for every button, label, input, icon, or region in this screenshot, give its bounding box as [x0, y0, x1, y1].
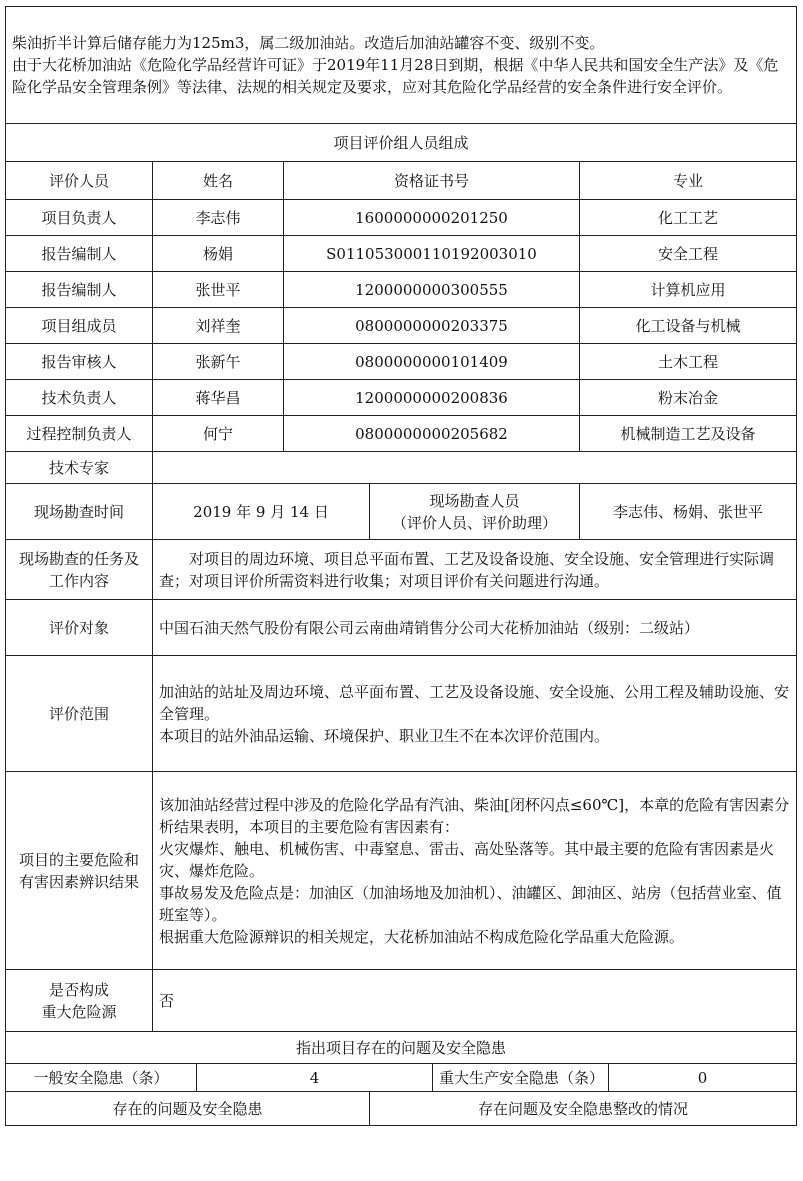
member-cert: 0800000000205682 [284, 416, 580, 452]
member-cert: S011053000110192003010 [284, 236, 580, 272]
member-role: 报告编制人 [6, 236, 153, 272]
team-row [6, 344, 797, 380]
major-hazard-label [6, 970, 153, 1032]
task-value: 对项目的周边环境、项目总平面布置、工艺及设备设施、安全设施、安全管理进行实际调查；对项目评价所需资料进行收集；对项目评价有关问题进行沟通。 [153, 540, 797, 600]
issues-column-header: 存在的问题及安全隐患 [6, 1092, 370, 1126]
header-role: 评价人员 [6, 162, 153, 200]
issues-columns-row [6, 1092, 797, 1126]
team-header-row [6, 162, 797, 200]
scope-label: 评价范围 [6, 656, 153, 772]
member-cert: 1200000000200836 [284, 380, 580, 416]
team-row [6, 308, 797, 344]
member-name: 何宁 [153, 416, 284, 452]
member-role: 报告编制人 [6, 272, 153, 308]
survey-staff-label-line-2: （评价人员、评价助理） [391, 513, 557, 532]
issues-count-row [6, 1064, 797, 1092]
hazards-line-4: 根据重大危险源辩识的相关规定，大花桥加油站不构成危险化学品重大危险源。 [159, 927, 685, 946]
major-production-hazard-label: 重大生产安全隐患（条） [433, 1064, 609, 1092]
hazards-value [153, 772, 797, 970]
scope-line-1: 加油站的站址及周边环境、总平面布置、工艺及设备设施、安全设施、公用工程及辅助设施、安全管理。 [159, 682, 790, 723]
hazards-label: 项目的主要危险和有害因素辨识结果 [6, 772, 153, 970]
hazards-line-2: 火灾爆炸、触电、机械伤害、中毒窒息、雷击、高处坠落等。其中最主要的危险有害因素是火灾、爆炸危险。 [159, 839, 775, 880]
member-major: 安全工程 [580, 236, 797, 272]
member-role: 项目组成员 [6, 308, 153, 344]
member-major: 粉末冶金 [580, 380, 797, 416]
intro-row [6, 7, 797, 124]
team-row [6, 200, 797, 236]
major-hazard-label-line-1: 是否构成 [48, 980, 109, 999]
intro-line-1: 柴油折半计算后储存能力为125m3，属二级加油站。改造后加油站罐容不变、级别不变。 [12, 34, 605, 52]
member-major: 土木工程 [580, 344, 797, 380]
team-title-row [6, 124, 797, 162]
hazards-line-3: 事故易发及危险点是：加油区（加油场地及加油机）、油罐区、卸油区、站房（包括营业室、值班室等）。 [159, 883, 782, 924]
header-major: 专业 [580, 162, 797, 200]
survey-staff-label [370, 484, 580, 540]
team-row [6, 272, 797, 308]
survey-staff-value: 李志伟、杨娟、张世平 [580, 484, 797, 540]
member-cert: 1600000000201250 [284, 200, 580, 236]
object-row [6, 600, 797, 656]
member-name: 李志伟 [153, 200, 284, 236]
rectification-column-header: 存在问题及安全隐患整改的情况 [370, 1092, 797, 1126]
major-production-hazard-count: 0 [609, 1064, 797, 1092]
member-role: 过程控制负责人 [6, 416, 153, 452]
member-role: 报告审核人 [6, 344, 153, 380]
object-value: 中国石油天然气股份有限公司云南曲靖销售分公司大花桥加油站（级别：二级站） [153, 600, 797, 656]
member-major: 化工工艺 [580, 200, 797, 236]
team-title: 项目评价组人员组成 [6, 124, 797, 162]
member-cert: 0800000000203375 [284, 308, 580, 344]
intro-line-2: 由于大花桥加油站《危险化学品经营许可证》于2019年11月28日到期，根据《中华人民共和国安全生产法》及《危险化学品安全管理条例》等法律、法规的相关规定及要求，应对其危险化学品经营的安全条件进行安全评价。 [12, 56, 779, 96]
header-cert: 资格证书号 [284, 162, 580, 200]
scope-value [153, 656, 797, 772]
member-major: 计算机应用 [580, 272, 797, 308]
major-hazard-label-line-2: 重大危险源 [41, 1002, 117, 1021]
member-role: 项目负责人 [6, 200, 153, 236]
member-name: 刘祥奎 [153, 308, 284, 344]
member-role: 技术负责人 [6, 380, 153, 416]
scope-line-2: 本项目的站外油品运输、环境保护、职业卫生不在本次评价范围内。 [159, 726, 610, 745]
member-name: 蒋华昌 [153, 380, 284, 416]
team-row [6, 380, 797, 416]
intro-cell [6, 7, 797, 124]
survey-row [6, 484, 797, 540]
major-hazard-value: 否 [153, 970, 797, 1032]
member-name: 杨娟 [153, 236, 284, 272]
task-label: 现场勘查的任务及工作内容 [6, 540, 153, 600]
expert-value [153, 452, 797, 484]
general-hazard-count: 4 [197, 1064, 433, 1092]
member-name: 张新午 [153, 344, 284, 380]
survey-time-value: 2019 年 9 月 14 日 [153, 484, 370, 540]
object-label: 评价对象 [6, 600, 153, 656]
survey-time-label: 现场勘查时间 [6, 484, 153, 540]
member-name: 张世平 [153, 272, 284, 308]
survey-staff-label-line-1: 现场勘查人员 [429, 491, 520, 510]
task-row [6, 540, 797, 600]
member-major: 机械制造工艺及设备 [580, 416, 797, 452]
team-row [6, 236, 797, 272]
issues-title: 指出项目存在的问题及安全隐患 [6, 1032, 797, 1064]
header-name: 姓名 [153, 162, 284, 200]
team-row [6, 416, 797, 452]
evaluation-table [5, 6, 797, 1126]
major-hazard-row [6, 970, 797, 1032]
member-cert: 1200000000300555 [284, 272, 580, 308]
expert-label: 技术专家 [6, 452, 153, 484]
hazards-line-1: 该加油站经营过程中涉及的危险化学品有汽油、柴油[闭杯闪点≤60℃]，本章的危险有害因素分析结果表明，本项目的主要危险有害因素有： [159, 795, 790, 836]
issues-title-row [6, 1032, 797, 1064]
member-major: 化工设备与机械 [580, 308, 797, 344]
general-hazard-label: 一般安全隐患（条） [6, 1064, 197, 1092]
expert-row [6, 452, 797, 484]
hazards-row [6, 772, 797, 970]
scope-row [6, 656, 797, 772]
member-cert: 0800000000101409 [284, 344, 580, 380]
